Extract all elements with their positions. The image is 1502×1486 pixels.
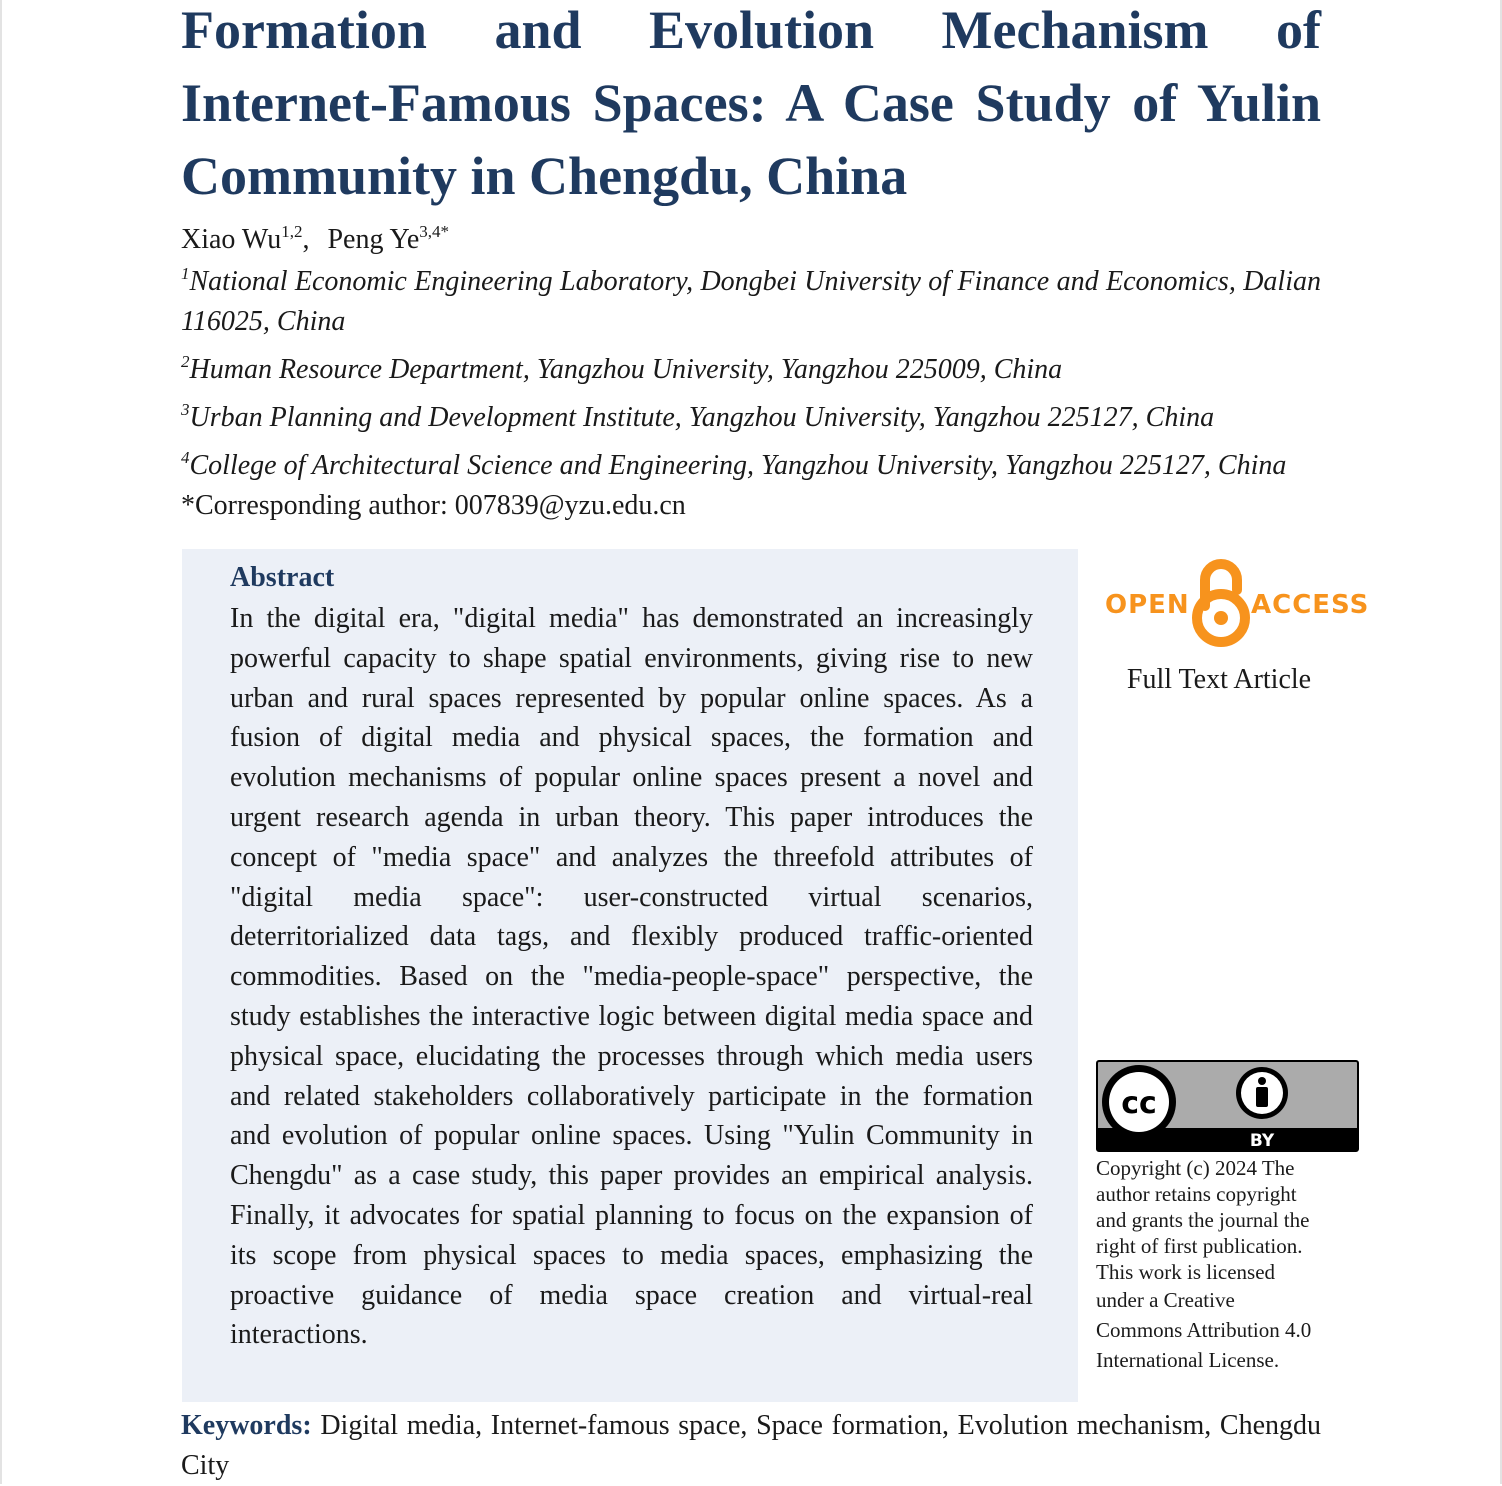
license-line: under a Creative xyxy=(1096,1288,1235,1312)
keywords-text: Digital media, Internet-famous space, Space formation, Evolution mechanism, Chengdu City xyxy=(181,1410,1321,1481)
affiliation-item: $^1$National Economic Engineering Laboratory, Dongbei University of Finance and Economics, Dalian 116025, China xyxy=(181,264,1321,337)
abstract-box xyxy=(182,549,1078,1402)
author-affiliation-markers: 3,4* xyxy=(419,222,450,241)
paper-title: Formation and Evolution Mechanism of Internet-Famous Spaces: A Case Study of Yulin Community in Chengdu, China xyxy=(181,0,1321,206)
keywords-section xyxy=(181,1406,1321,1486)
author-name: Peng Ye xyxy=(327,224,420,255)
attribution-person-icon xyxy=(1258,1077,1266,1085)
abstract-heading: Abstract xyxy=(230,562,335,593)
license-line: right of first publication. xyxy=(1096,1234,1303,1258)
by-label: BY xyxy=(1249,1131,1275,1151)
affiliation-item: $^2$Human Resource Department, Yangzhou University, Yangzhou 225009, China xyxy=(181,352,1063,385)
license-line: International License. xyxy=(1096,1348,1280,1372)
license-line: and grants the journal the xyxy=(1096,1208,1310,1232)
cc-icon: cc xyxy=(1121,1086,1157,1121)
license-line: Copyright (c) 2024 The xyxy=(1096,1156,1295,1180)
affiliation-list xyxy=(181,254,1321,526)
author-affiliation-markers: 1,2 xyxy=(281,222,303,241)
corresponding-author: *Corresponding author: 007839@yzu.edu.cn xyxy=(181,490,686,521)
open-access-open-text: OPEN xyxy=(1105,590,1190,620)
affiliation-item: $^4$College of Architectural Science and Engineering, Yangzhou University, Yangzhou 225127, China xyxy=(181,448,1287,481)
author-list: Xiao Wu$^{1,2}$, Peng $Ye^{3,4*}$ xyxy=(181,222,450,255)
license-notice xyxy=(1096,1155,1336,1375)
open-access-lock-icon xyxy=(1185,556,1257,650)
page-left-edge xyxy=(0,0,2,1484)
author-name: Xiao Wu xyxy=(181,224,282,255)
keywords-label: Keywords: xyxy=(181,1410,312,1441)
cc-by-license-badge xyxy=(1096,1060,1359,1152)
abstract-text: In the digital era, "digital media" has demonstrated an increasingly powerful capacity to shape spatial environments, giving rise to new urban and rural spaces represented by popular online spaces. As a fusion of digital media and physical spaces, the formation and evolution mechanisms of popular online spaces present a novel and urgent research agenda in urban theory. This paper introduces the concept of "media space" and analyzes the threefold attributes of "digital media space": user-constructed virtual scenarios, deterritorialized data tags, and flexibly produced traffic-oriented commodities. Based on the "media-people-space" perspective, the study establishes the interactive logic between digital media space and physical space, elucidating the processes through which media users and related stakeholders collaboratively participate in the formation and evolution of popular online spaces. Using "Yulin Community in Chengdu" as a case study, this paper provides an empirical analysis. Finally, it advocates for spatial planning to focus on the expansion of its scope from physical spaces to media spaces, emphasizing the proactive guidance of media space creation and virtual-real interactions. xyxy=(230,603,1033,1351)
license-line: This work is licensed xyxy=(1096,1260,1276,1284)
open-access-access-text: ACCESS xyxy=(1251,590,1370,620)
open-access-logo xyxy=(1103,556,1370,650)
affiliation-item: $^3$Urban Planning and Development Institute, Yangzhou University, Yangzhou 225127, China xyxy=(181,400,1215,433)
full-text-article-label: Full Text Article xyxy=(1126,664,1312,695)
license-line: author retains copyright xyxy=(1096,1182,1297,1206)
license-line: Commons Attribution 4.0 xyxy=(1096,1318,1312,1342)
